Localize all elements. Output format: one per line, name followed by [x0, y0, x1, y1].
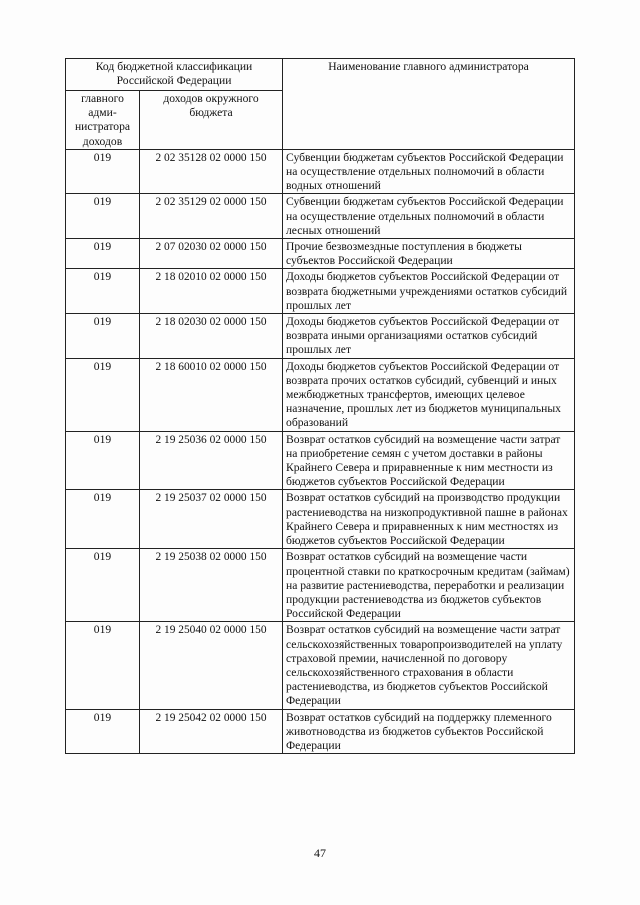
admin-code-cell: 019	[66, 431, 140, 490]
table-row	[66, 709, 575, 754]
admin-code-cell: 019	[66, 358, 140, 431]
administrator-name-cell: Возврат остатков субсидий на возмещение части затрат сельскохозяйственных товаропроизводителей на уплату страховой премии, начисленной по договору сельскохозяйственного страхования в области растениеводства, из бюджетов субъектов Российской Федерации	[283, 622, 575, 709]
administrator-name-cell: Возврат остатков субсидий на возмещение части затрат на приобретение семян с учетом доставки в районы Крайнего Севера и приравненные к ним местности из бюджетов субъектов Российской Федерации	[283, 431, 575, 490]
income-code-cell: 2 07 02030 02 0000 150	[140, 239, 283, 269]
income-code-cell: 2 18 02030 02 0000 150	[140, 314, 283, 359]
income-code-cell: 2 19 25036 02 0000 150	[140, 431, 283, 490]
administrator-name-cell: Субвенции бюджетам субъектов Российской Федерации на осуществление отдельных полномочий в области лесных отношений	[283, 194, 575, 239]
table-body	[66, 149, 575, 753]
admin-code-cell: 019	[66, 549, 140, 622]
income-code-cell: 2 18 60010 02 0000 150	[140, 358, 283, 431]
table-row	[66, 269, 575, 314]
header-name-column: Наименование главного администратора	[283, 59, 575, 150]
income-code-cell: 2 18 02010 02 0000 150	[140, 269, 283, 314]
administrator-name-cell: Возврат остатков субсидий на возмещение части процентной ставки по краткосрочным кредитам (займам) на развитие растениеводства, переработки и реализации продукции растениеводства из бюджетов субъектов Российской Федерации	[283, 549, 575, 622]
administrator-name-cell: Доходы бюджетов субъектов Российской Федерации от возврата бюджетными учреждениями остатков субсидий прошлых лет	[283, 269, 575, 314]
admin-code-cell: 019	[66, 194, 140, 239]
admin-code-cell: 019	[66, 239, 140, 269]
income-code-cell: 2 19 25038 02 0000 150	[140, 549, 283, 622]
table-row	[66, 358, 575, 431]
admin-code-cell: 019	[66, 314, 140, 359]
income-code-cell: 2 19 25042 02 0000 150	[140, 709, 283, 754]
table-row	[66, 314, 575, 359]
table-row	[66, 490, 575, 549]
table-row	[66, 194, 575, 239]
page-number: 47	[314, 846, 326, 860]
administrator-name-cell: Доходы бюджетов субъектов Российской Федерации от возврата иными организациями остатков субсидий прошлых лет	[283, 314, 575, 359]
income-code-cell: 2 02 35129 02 0000 150	[140, 194, 283, 239]
table-row	[66, 549, 575, 622]
header-group-label: Код бюджетной классификации Российской Федерации	[66, 59, 283, 91]
income-code-cell: 2 19 25037 02 0000 150	[140, 490, 283, 549]
admin-code-cell: 019	[66, 490, 140, 549]
admin-code-cell: 019	[66, 622, 140, 709]
administrator-name-cell: Возврат остатков субсидий на производство продукции растениеводства на низкопродуктивной пашне в районах Крайнего Севера и приравненных к ним местностях из бюджетов субъектов Российской Федерации	[283, 490, 575, 549]
header-income-column: доходов окружного бюджета	[140, 91, 283, 150]
income-code-cell: 2 19 25040 02 0000 150	[140, 622, 283, 709]
table-row	[66, 149, 575, 194]
table-row	[66, 622, 575, 709]
budget-classification-table	[65, 58, 575, 754]
admin-code-cell: 019	[66, 149, 140, 194]
admin-code-cell: 019	[66, 269, 140, 314]
table-row	[66, 431, 575, 490]
administrator-name-cell: Прочие безвозмездные поступления в бюджеты субъектов Российской Федерации	[283, 239, 575, 269]
administrator-name-cell: Возврат остатков субсидий на поддержку племенного животноводства из бюджетов субъектов Российской Федерации	[283, 709, 575, 754]
administrator-name-cell: Субвенции бюджетам субъектов Российской Федерации на осуществление отдельных полномочий в области водных отношений	[283, 149, 575, 194]
administrator-name-cell: Доходы бюджетов субъектов Российской Федерации от возврата прочих остатков субсидий, субвенций и иных межбюджетных трансфертов, имеющих целевое назначение, прошлых лет из бюджетов муниципальных образований	[283, 358, 575, 431]
header-admin-column: главного адми-нистратора доходов	[66, 91, 140, 150]
admin-code-cell: 019	[66, 709, 140, 754]
table-row	[66, 239, 575, 269]
income-code-cell: 2 02 35128 02 0000 150	[140, 149, 283, 194]
